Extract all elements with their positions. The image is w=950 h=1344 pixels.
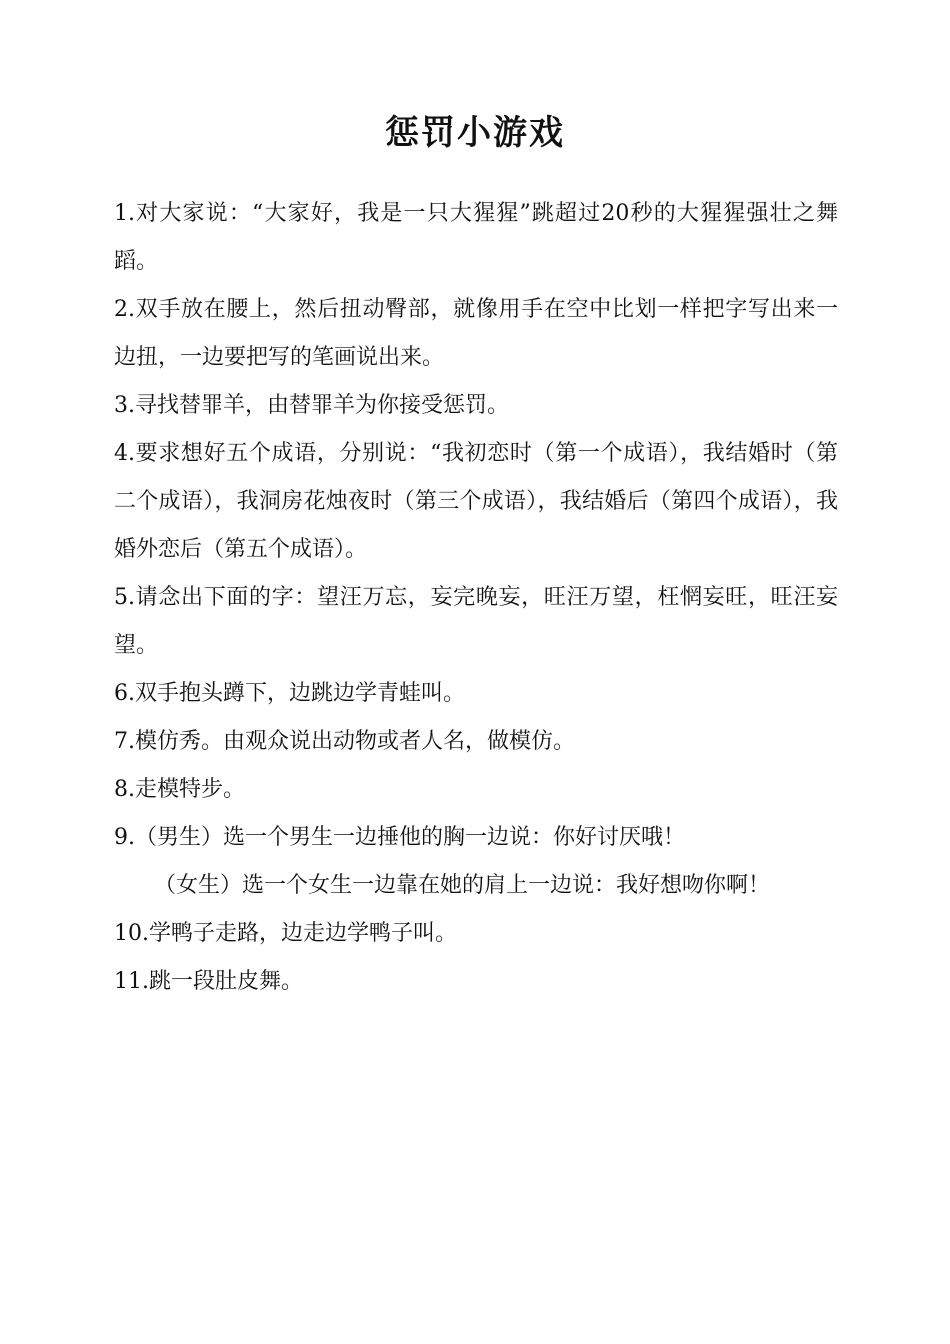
list-item-2: 2.双手放在腰上，然后扭动臀部，就像用手在空中比划一样把字写出来一边扭，一边要把写的笔画说出来。 xyxy=(114,297,838,370)
list-item-1: 1.对大家说：“大家好，我是一只大猩猩”跳超过20秒的大猩猩强壮之舞蹈。 xyxy=(114,201,838,274)
list-item-9-continuation: （女生）选一个女生一边靠在她的肩上一边说：我好想吻你啊！ xyxy=(154,873,771,898)
list-item-8: 8.走模特步。 xyxy=(114,777,245,802)
list-item-10: 10.学鸭子走路，边走边学鸭子叫。 xyxy=(114,921,457,946)
document-title: 惩罚小游戏 xyxy=(385,113,565,153)
list-item-7: 7.模仿秀。由观众说出动物或者人名，做模仿。 xyxy=(114,729,575,754)
list-item-5: 5.请念出下面的字：望汪万忘，妄完晚妄，旺汪万望，枉惘妄旺，旺汪妄望。 xyxy=(114,585,838,658)
list-item-3: 3.寻找替罪羊，由替罪羊为你接受惩罚。 xyxy=(114,393,509,418)
list-item-11: 11.跳一段肚皮舞。 xyxy=(114,969,303,994)
document-body xyxy=(114,190,838,1006)
list-item-4: 4.要求想好五个成语，分别说：“我初恋时（第一个成语），我结婚时（第二个成语），我洞房花烛夜时（第三个成语），我结婚后（第四个成语），我婚外恋后（第五个成语）。 xyxy=(114,441,838,562)
list-item-9: 9.（男生）选一个男生一边捶他的胸一边说：你好讨厌哦！ xyxy=(114,825,685,850)
list-item-6: 6.双手抱头蹲下，边跳边学青蛙叫。 xyxy=(114,681,465,706)
